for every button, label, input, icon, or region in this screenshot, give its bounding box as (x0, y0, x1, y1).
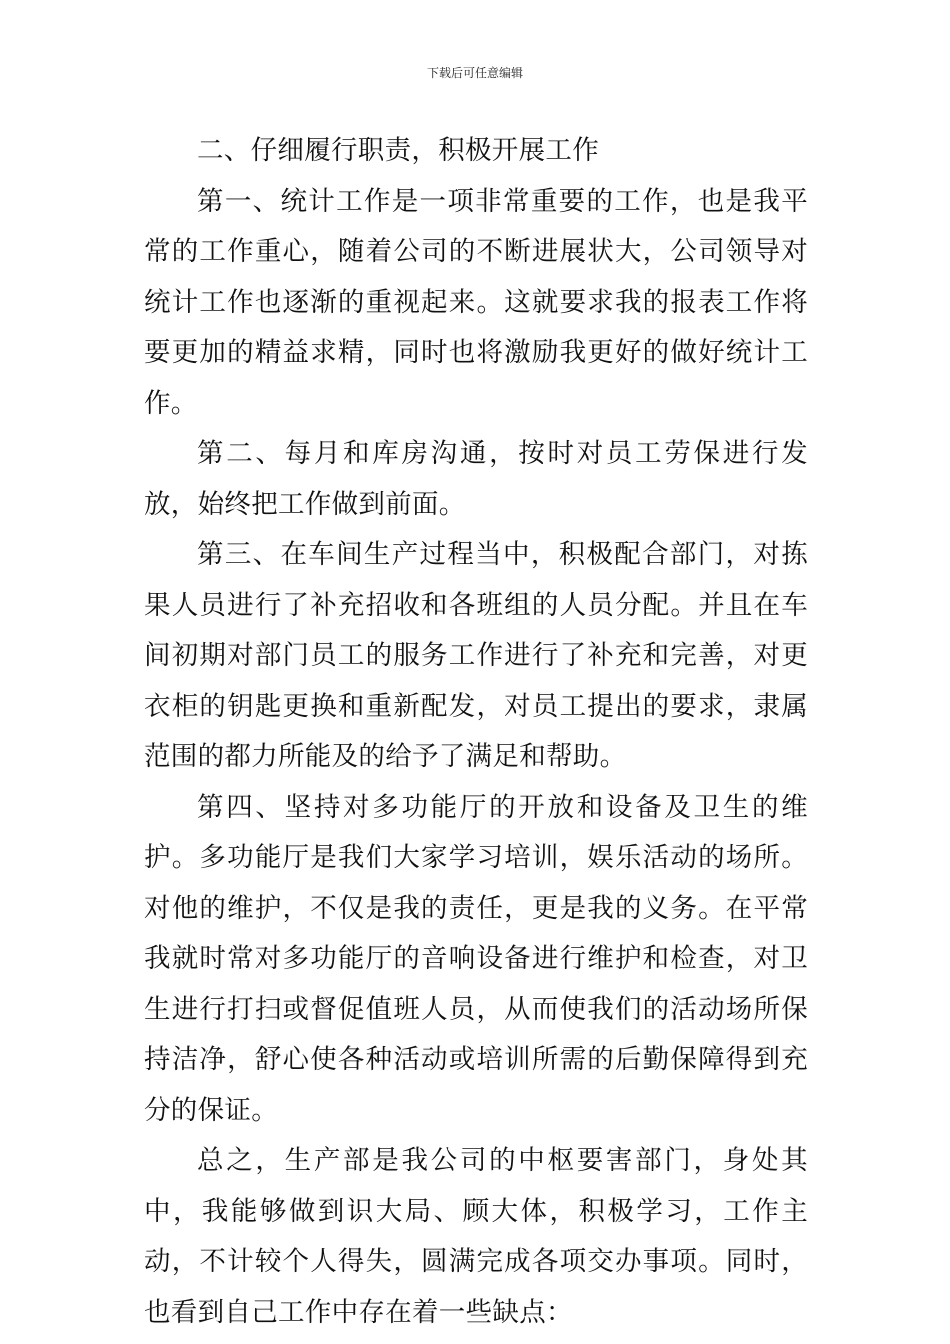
paragraph-third: 第三、在车间生产过程当中，积极配合部门，对拣果人员进行了补充招收和各班组的人员分配。并且在车间初期对部门员工的服务工作进行了补充和完善，对更衣柜的钥匙更换和重新配发，对员工提出的要求，隶属范围的都力所能及的给予了满足和帮助。 (144, 539, 808, 772)
paragraph-fourth: 第四、坚持对多功能厅的开放和设备及卫生的维护。多功能厅是我们大家学习培训，娱乐活动的场所。对他的维护，不仅是我的责任，更是我的义务。在平常我就时常对多功能厅的音响设备进行维护和检查，对卫生进行打扫或督促值班人员，从而使我们的活动场所保持洁净，舒心使各种活动或培训所需的后勤保障得到充分的保证。 (144, 791, 808, 1126)
page-header: 下载后可任意编辑 (426, 66, 523, 80)
section-heading: 二、仔细履行职责，积极开展工作 (197, 135, 599, 166)
paragraph-second: 第二、每月和库房沟通，按时对员工劳保进行发放，始终把工作做到前面。 (144, 438, 808, 520)
paragraph-summary: 总之，生产部是我公司的中枢要害部门，身处其中，我能够做到识大局、顾大体，积极学习，工作主动，不计较个人得失，圆满完成各项交办事项。同时，也看到自己工作中存在着一些缺点： (144, 1145, 808, 1328)
document-body (144, 126, 808, 1338)
paragraph-first: 第一、统计工作是一项非常重要的工作，也是我平常的工作重心，随着公司的不断进展状大，公司领导对统计工作也逐渐的重视起来。这就要求我的报表工作将要更加的精益求精，同时也将激励我更好的做好统计工作。 (144, 185, 808, 419)
